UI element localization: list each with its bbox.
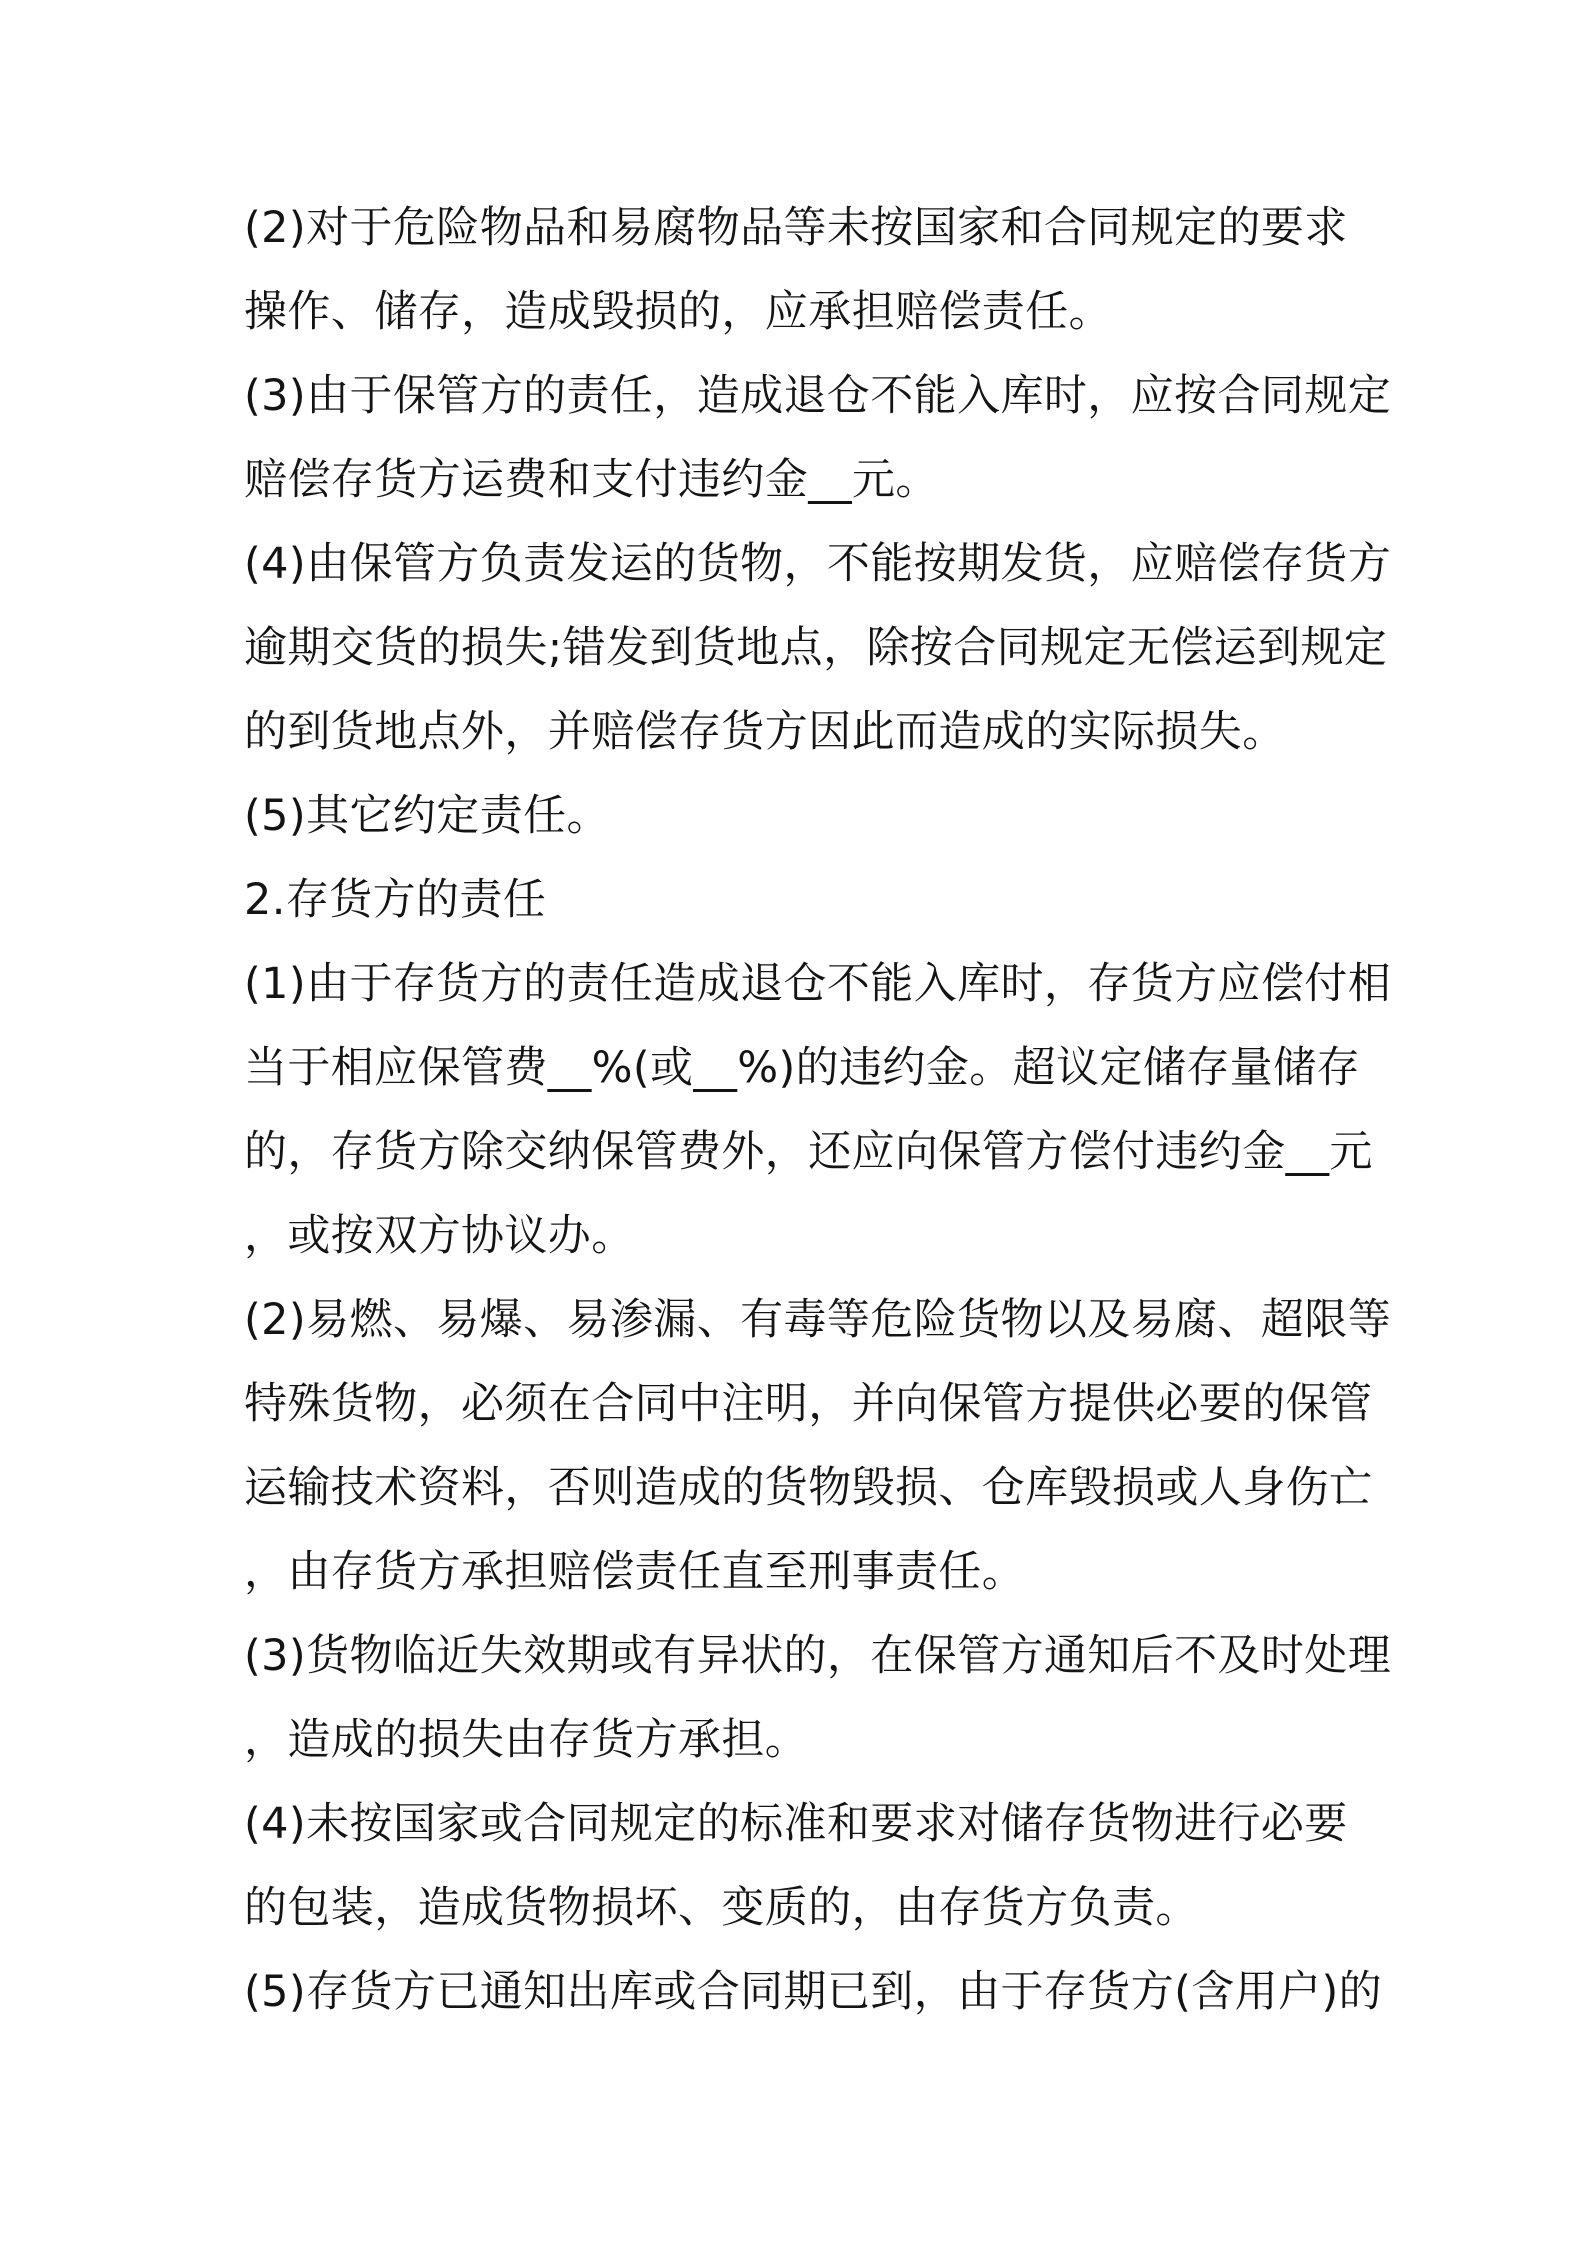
text-line: (4)由保管方负责发运的货物，不能按期发货，应赔偿存货方 [244,539,1392,589]
text-line: ，造成的损失由存货方承担。 [244,1715,809,1765]
text-line: (1)由于存货方的责任造成退仓不能入库时，存货方应偿付相 [244,959,1392,1009]
text-line: (2)对于危险物品和易腐物品等未按国家和合同规定的要求 [244,203,1348,253]
text-line: 的包装，造成货物损坏、变质的，由存货方负责。 [244,1883,1199,1933]
text-line: 的到货地点外，并赔偿存货方因此而造成的实际损失。 [244,707,1286,757]
text-line: ，由存货方承担赔偿责任直至刑事责任。 [244,1547,1026,1597]
text-line: 特殊货物，必须在合同中注明，并向保管方提供必要的保管 [244,1379,1373,1429]
text-line: 逾期交货的损失;错发到货地点，除按合同规定无偿运到规定 [244,623,1388,673]
text-line: (3)货物临近失效期或有异状的，在保管方通知后不及时处理 [244,1631,1392,1681]
text-line: (2)易燃、易爆、易渗漏、有毒等危险货物以及易腐、超限等 [244,1295,1392,1345]
text-line: (5)其它约定责任。 [244,791,610,841]
text-line: (5)存货方已通知出库或合同期已到，由于存货方(含用户)的 [244,1967,1383,2017]
text-line: 赔偿存货方运费和支付违约金__元。 [244,455,939,505]
text-line: 运输技术资料，否则造成的货物毁损、仓库毁损或人身伤亡 [244,1463,1373,1513]
text-line: 当于相应保管费__%(或__%)的违约金。超议定储存量储存 [244,1043,1360,1093]
text-line: ，或按双方协议办。 [244,1211,635,1261]
text-line: (3)由于保管方的责任，造成退仓不能入库时，应按合同规定 [244,371,1392,421]
text-line: 的，存货方除交纳保管费外，还应向保管方偿付违约金__元 [244,1127,1373,1177]
text-line: (4)未按国家或合同规定的标准和要求对储存货物进行必要 [244,1799,1348,1849]
text-line: 操作、储存，造成毁损的，应承担赔偿责任。 [244,287,1112,337]
section-heading: 2.存货方的责任 [244,875,547,925]
